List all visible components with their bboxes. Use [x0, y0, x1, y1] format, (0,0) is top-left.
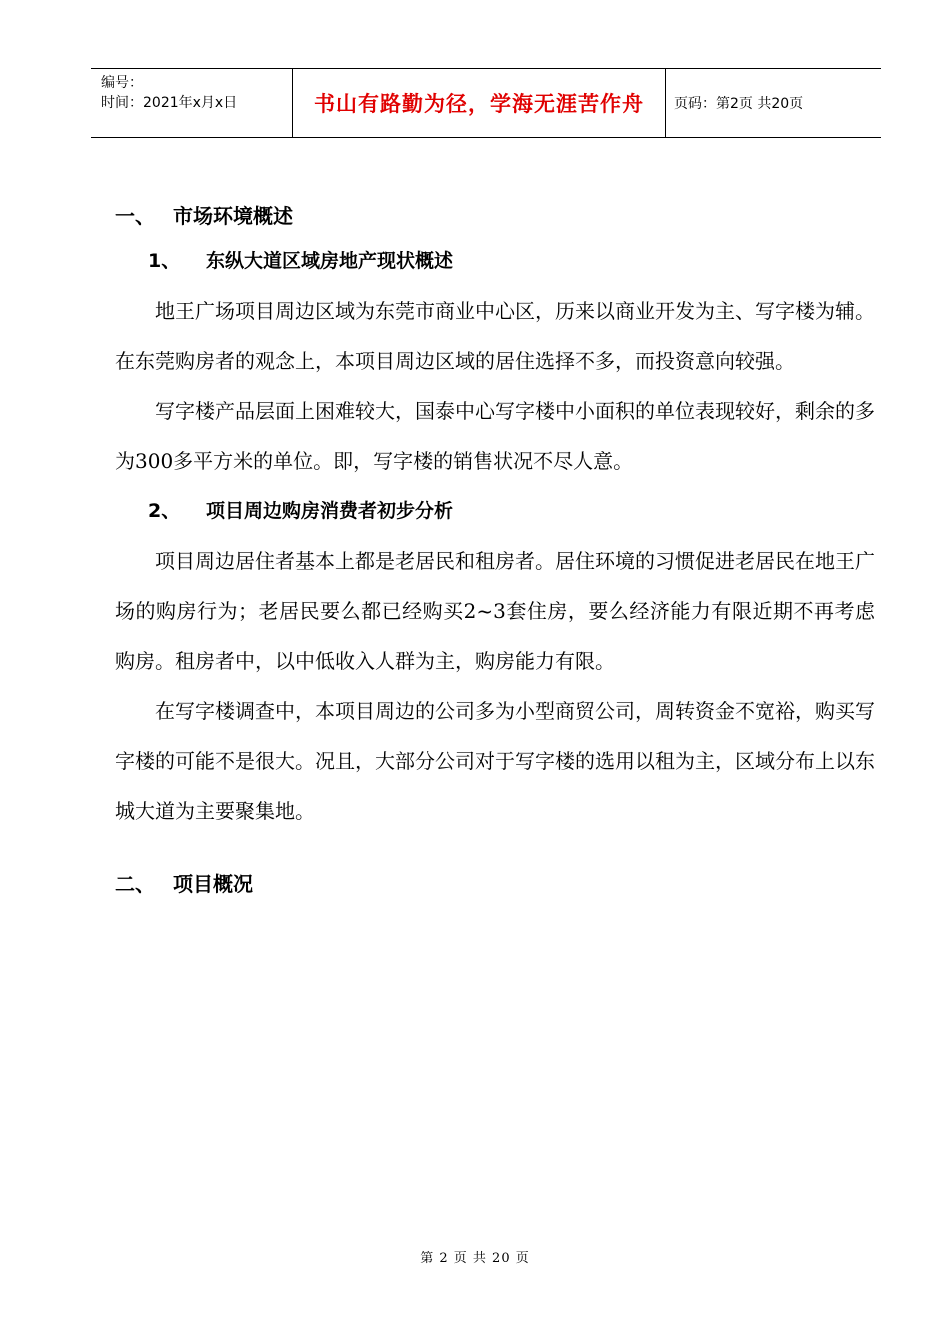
time-label: 时间：2021年x月x日 — [101, 95, 238, 111]
section-number: 一、 — [115, 204, 155, 228]
paragraph: 地王广场项目周边区域为东莞市商业中心区，历来以商业开发为主、写字楼为辅。在东莞购房者的观念上，本项目周边区域的居住选择不多，而投资意向较强。 — [115, 299, 875, 373]
section-heading-2 — [115, 864, 875, 904]
section-gap — [115, 836, 875, 864]
page-header-table — [91, 68, 881, 138]
paragraph: 在写字楼调查中，本项目周边的公司多为小型商贸公司，周转资金不宽裕，购买写字楼的可能不是很大。况且，大部分公司对于写字楼的选用以租为主，区域分布上以东城大道为主要聚集地。 — [115, 699, 875, 823]
subsection-heading-2 — [115, 486, 875, 536]
header-meta-cell — [91, 69, 293, 137]
subsection-number: 1、 — [148, 250, 181, 272]
header-motto: 书山有路勤为径，学海无涯苦作舟 — [293, 69, 666, 137]
section-number: 二、 — [115, 872, 155, 896]
header-page-label: 页码：第2页 共20页 — [674, 96, 804, 112]
number-label: 编号： — [101, 75, 143, 91]
section-heading-1 — [115, 196, 875, 236]
document-body — [115, 196, 875, 904]
section-title: 市场环境概述 — [173, 204, 293, 228]
subsection-number: 2、 — [148, 500, 181, 522]
subsection-title: 东纵大道区域房地产现状概述 — [206, 250, 454, 272]
page-footer: 第 2 页 共 20 页 — [420, 1251, 530, 1266]
subsection-title: 项目周边购房消费者初步分析 — [206, 500, 454, 522]
subsection-heading-1 — [115, 236, 875, 286]
paragraph: 项目周边居住者基本上都是老居民和租房者。居住环境的习惯促进老居民在地王广场的购房行为；老居民要么都已经购买2~3套住房，要么经济能力有限近期不再考虑购房。租房者中，以中低收入人群为主，购房能力有限。 — [115, 549, 875, 673]
section-title: 项目概况 — [173, 872, 253, 896]
paragraph: 写字楼产品层面上困难较大，国泰中心写字楼中小面积的单位表现较好，剩余的多为300多平方米的单位。即，写字楼的销售状况不尽人意。 — [115, 399, 875, 473]
